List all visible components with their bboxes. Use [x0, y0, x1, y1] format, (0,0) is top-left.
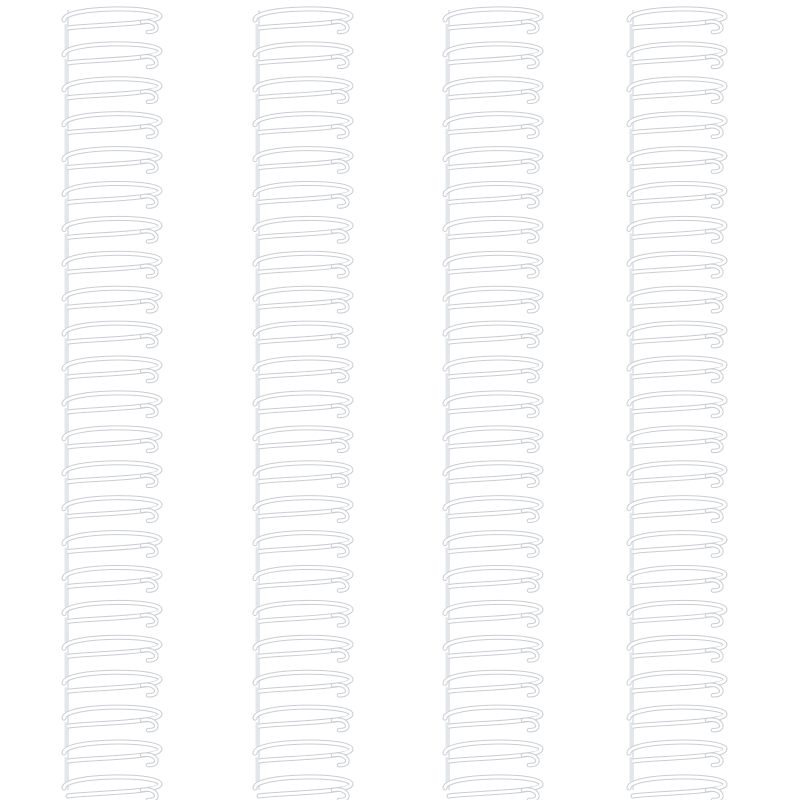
- wire-spine: [64, 9, 160, 800]
- wire-spine: [255, 9, 351, 800]
- wire-loop: [64, 777, 160, 800]
- wire-loop: [629, 777, 725, 800]
- wire-spine: [629, 9, 725, 800]
- wire-loop: [255, 777, 351, 800]
- wire-spine: [445, 9, 541, 800]
- wire-loop: [445, 777, 541, 800]
